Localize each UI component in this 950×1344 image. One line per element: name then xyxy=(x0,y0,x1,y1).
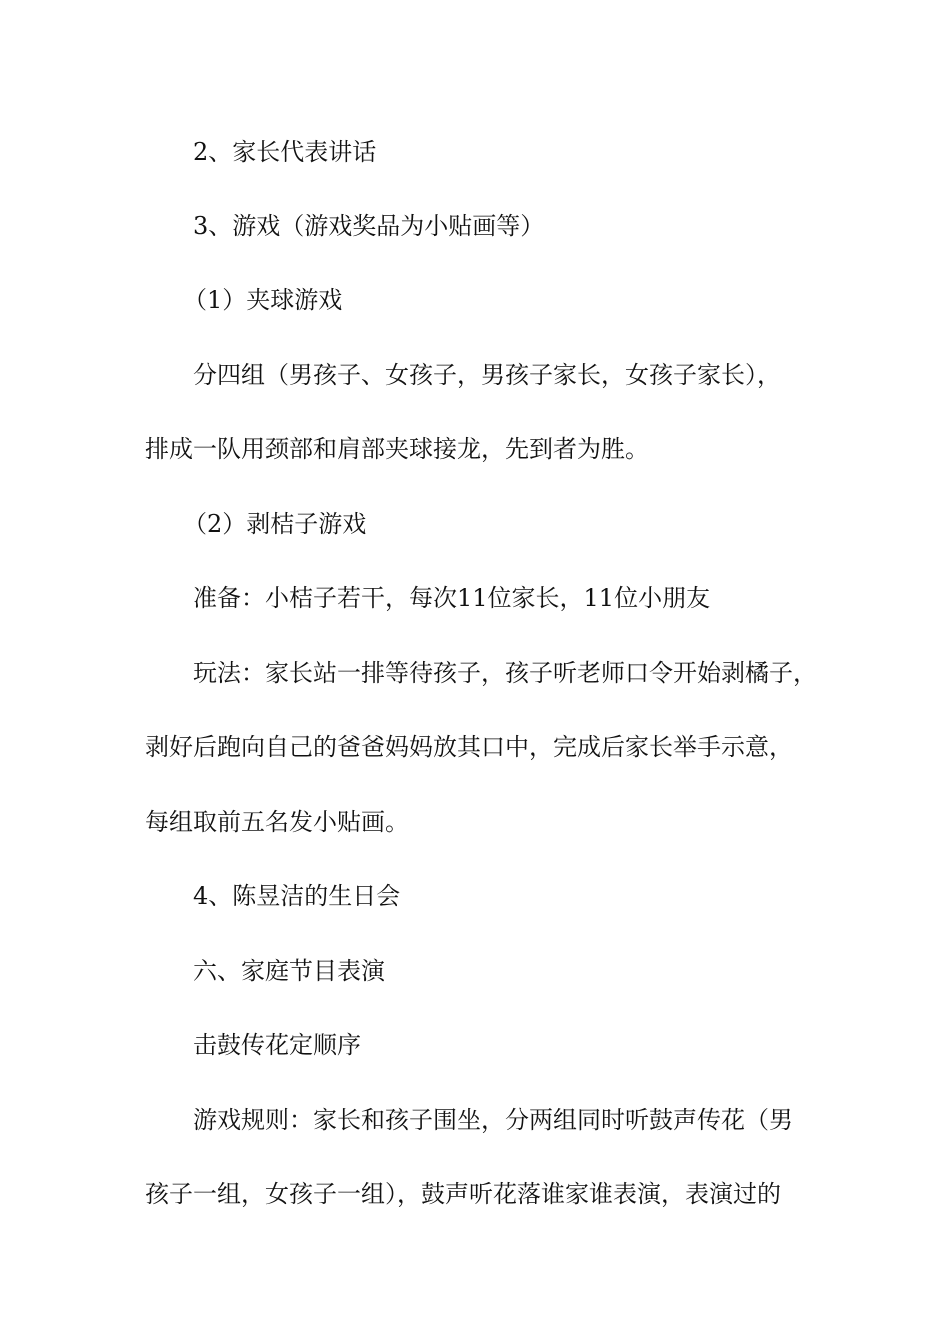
text-line-drum-order: 击鼓传花定顺序 xyxy=(193,1031,361,1059)
text-line-parent-speech: 2、家长代表讲话 xyxy=(193,138,377,166)
text-line-birthday: 4、陈昱洁的生日会 xyxy=(193,882,401,910)
text-line-orange-play-2: 剥好后跑向自己的爸爸妈妈放其口中，完成后家长举手示意， xyxy=(145,733,793,761)
text-line-ball-game-rule: 排成一队用颈部和肩部夹球接龙，先到者为胜。 xyxy=(145,435,649,463)
text-line-drum-rules-2: 孩子一组，女孩子一组），鼓声听花落谁家谁表演，表演过的 xyxy=(145,1180,781,1208)
text-line-orange-game: （2）剥桔子游戏 xyxy=(183,510,367,538)
text-line-ball-game-groups: 分四组（男孩子、女孩子，男孩子家长，女孩子家长）， xyxy=(193,361,781,389)
text-line-games-heading: 3、游戏（游戏奖品为小贴画等） xyxy=(193,212,545,240)
text-line-orange-prep: 准备：小桔子若干，每次11位家长，11位小朋友 xyxy=(193,584,711,612)
text-line-section-six: 六、家庭节目表演 xyxy=(193,957,385,985)
text-line-ball-game: （1）夹球游戏 xyxy=(183,286,343,314)
text-line-orange-play-3: 每组取前五名发小贴画。 xyxy=(145,808,409,836)
text-line-orange-play-1: 玩法：家长站一排等待孩子，孩子听老师口令开始剥橘子， xyxy=(193,659,817,687)
text-line-drum-rules-1: 游戏规则：家长和孩子围坐，分两组同时听鼓声传花（男 xyxy=(193,1106,793,1134)
